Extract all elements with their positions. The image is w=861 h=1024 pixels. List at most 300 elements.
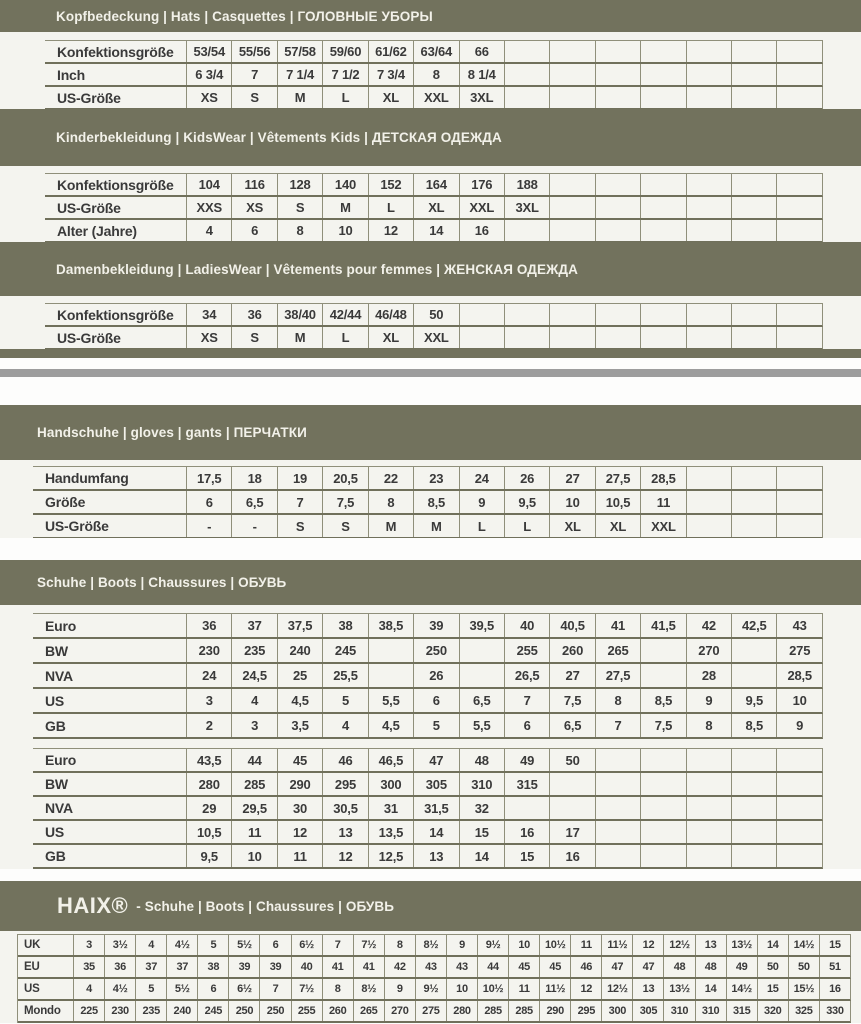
size-cell [731, 87, 776, 108]
size-cell: 5,5 [368, 689, 413, 712]
size-cell: 29,5 [231, 797, 276, 819]
haix-size-table [17, 934, 851, 1023]
size-cell [504, 41, 549, 62]
size-cell: 8 [322, 979, 353, 999]
size-cell: 7 [504, 689, 549, 712]
size-cell: XL [368, 87, 413, 108]
size-cell: L [504, 515, 549, 537]
size-cell [595, 220, 640, 241]
size-cell: 41 [353, 957, 384, 977]
size-cell [640, 41, 685, 62]
row-label: Euro [45, 752, 77, 768]
size-cell: 26 [504, 467, 549, 489]
size-cell [504, 327, 549, 348]
white-gap [0, 377, 861, 405]
table-row [33, 614, 823, 639]
size-cell [368, 664, 413, 687]
section-ladies-table-area [0, 296, 861, 349]
size-cell: 6 [504, 714, 549, 737]
size-cell: 40,5 [549, 614, 594, 637]
size-cell [731, 327, 776, 348]
size-cell: 310 [459, 773, 504, 795]
table-row [33, 773, 823, 797]
size-cell: 6,5 [459, 689, 504, 712]
row-label: NVA [45, 800, 73, 816]
size-cell: 225 [73, 1001, 104, 1021]
size-cell: 46/48 [368, 304, 413, 325]
size-cell: 8,5 [413, 491, 458, 513]
size-cell: 5,5 [459, 714, 504, 737]
size-cell: 29 [186, 797, 231, 819]
size-cell: 38 [322, 614, 367, 637]
size-cell [776, 845, 821, 867]
size-cell: 17,5 [186, 467, 231, 489]
size-cell [776, 797, 821, 819]
size-cell [640, 749, 685, 771]
size-cell: 3 [73, 935, 104, 955]
size-cell: 10 [322, 220, 367, 241]
row-label: BW [45, 776, 68, 792]
size-cell [731, 491, 776, 513]
size-cell: 188 [504, 174, 549, 195]
size-cell: 28 [686, 664, 731, 687]
table-row [33, 664, 823, 689]
size-cell: 42 [686, 614, 731, 637]
size-cell: 39,5 [459, 614, 504, 637]
row-label: US-Größe [57, 89, 121, 106]
size-cell: 40 [504, 614, 549, 637]
size-cell: 3,5 [277, 714, 322, 737]
size-cell: 7½ [353, 935, 384, 955]
size-cell: 13,5 [368, 821, 413, 843]
size-cell: 2 [186, 714, 231, 737]
size-cell: 10 [446, 979, 477, 999]
size-cell: 53/54 [186, 41, 231, 62]
row-label: US-Größe [57, 199, 121, 216]
size-cell: 15 [504, 845, 549, 867]
size-cell: 16 [819, 979, 850, 999]
size-cell: 19 [277, 467, 322, 489]
size-cell: 36 [186, 614, 231, 637]
size-cell: 4 [231, 689, 276, 712]
size-cell: 12 [632, 935, 663, 955]
size-cell: M [322, 197, 367, 218]
size-cell: 240 [166, 1001, 197, 1021]
size-cell: XXL [459, 197, 504, 218]
size-cell: 4 [322, 714, 367, 737]
size-cell: 300 [368, 773, 413, 795]
size-cell: 12 [277, 821, 322, 843]
size-cell: 275 [415, 1001, 446, 1021]
size-cell: 8 [686, 714, 731, 737]
table-row [33, 845, 823, 869]
size-cell: 240 [277, 639, 322, 662]
white-gap [0, 869, 861, 881]
size-cell: 43,5 [186, 749, 231, 771]
table-row [45, 64, 823, 87]
size-cell: 47 [601, 957, 632, 977]
size-cell [549, 773, 594, 795]
table-row [45, 327, 823, 350]
size-cell: 13 [632, 979, 663, 999]
size-cell [686, 64, 731, 85]
section-kids-table-area [0, 166, 861, 242]
size-cell: 14 [413, 220, 458, 241]
size-cell [776, 821, 821, 843]
size-cell [731, 845, 776, 867]
size-cell [776, 749, 821, 771]
size-cell: 5 [135, 979, 166, 999]
size-cell: 260 [322, 1001, 353, 1021]
size-cell: 45 [539, 957, 570, 977]
size-cell: 4 [135, 935, 166, 955]
size-cell: 20,5 [322, 467, 367, 489]
size-cell: 315 [726, 1001, 757, 1021]
size-cell: 12½ [663, 935, 694, 955]
size-cell [640, 220, 685, 241]
size-cell: 25 [277, 664, 322, 687]
size-cell: XXL [640, 515, 685, 537]
table-row [33, 467, 823, 491]
row-label: EU [24, 961, 40, 973]
size-cell: 50 [757, 957, 788, 977]
size-cell [595, 821, 640, 843]
section-haix-table-area [0, 931, 861, 1023]
size-cell: 250 [413, 639, 458, 662]
size-cell: 22 [368, 467, 413, 489]
table-row [33, 639, 823, 664]
gloves-size-table [33, 466, 823, 539]
size-cell: 6,5 [231, 491, 276, 513]
row-label: Euro [45, 617, 77, 634]
size-cell: XL [595, 515, 640, 537]
table-row [18, 979, 851, 1001]
size-cell: 9 [459, 491, 504, 513]
size-cell: 9 [384, 979, 415, 999]
size-cell: 330 [819, 1001, 850, 1021]
section-header-kids [0, 109, 861, 166]
size-cell [776, 220, 821, 241]
size-cell: 16 [504, 821, 549, 843]
size-cell: 5 [197, 935, 228, 955]
size-cell: 7 [277, 491, 322, 513]
size-cell: 7 1/2 [322, 64, 367, 85]
size-cell: 28,5 [776, 664, 821, 687]
size-cell: 15 [819, 935, 850, 955]
size-cell: 3XL [504, 197, 549, 218]
size-cell: L [459, 515, 504, 537]
size-cell: 43 [446, 957, 477, 977]
size-cell [549, 64, 594, 85]
size-cell: 43 [776, 614, 821, 637]
size-cell: 46,5 [368, 749, 413, 771]
size-cell: 8,5 [731, 714, 776, 737]
size-cell: L [322, 87, 367, 108]
row-label: Konfektionsgröße [57, 306, 174, 323]
size-cell [731, 773, 776, 795]
size-cell: 8,5 [640, 689, 685, 712]
size-cell [686, 41, 731, 62]
size-cell: 6,5 [549, 714, 594, 737]
size-cell: 250 [259, 1001, 290, 1021]
size-cell: - [186, 515, 231, 537]
size-cell: 3 [231, 714, 276, 737]
size-cell: 48 [695, 957, 726, 977]
size-cell: 12 [368, 220, 413, 241]
size-cell: 9 [776, 714, 821, 737]
section-hats-table-area [0, 32, 861, 109]
size-cell: 270 [384, 1001, 415, 1021]
size-cell: S [231, 87, 276, 108]
table-row [33, 689, 823, 714]
size-cell: 27 [549, 664, 594, 687]
section-header-hats [0, 0, 861, 32]
section-header-haix [0, 881, 861, 931]
size-cell: 44 [231, 749, 276, 771]
size-cell: 18 [231, 467, 276, 489]
size-cell: 9 [446, 935, 477, 955]
size-cell: 66 [459, 41, 504, 62]
size-cell: 7 [231, 64, 276, 85]
size-cell: 6½ [291, 935, 322, 955]
row-label: US [24, 983, 40, 995]
ladies-size-table [45, 303, 823, 350]
size-cell [595, 197, 640, 218]
table-row [33, 714, 823, 739]
size-cell: 13½ [726, 935, 757, 955]
size-cell [640, 197, 685, 218]
size-cell: 51 [819, 957, 850, 977]
size-cell [595, 41, 640, 62]
size-cell: 11 [570, 935, 601, 955]
size-cell: 11 [508, 979, 539, 999]
size-cell [731, 467, 776, 489]
size-cell [686, 773, 731, 795]
size-cell [686, 197, 731, 218]
size-cell: 310 [695, 1001, 726, 1021]
size-cell: 39 [228, 957, 259, 977]
size-cell [731, 304, 776, 325]
size-cell [731, 797, 776, 819]
section-shoes-table-area [0, 605, 861, 869]
size-cell: 315 [504, 773, 549, 795]
size-cell: XL [368, 327, 413, 348]
size-cell: 12½ [601, 979, 632, 999]
size-cell: 8 [368, 491, 413, 513]
size-cell: 176 [459, 174, 504, 195]
size-cell [640, 821, 685, 843]
row-label: GB [45, 848, 66, 864]
row-label: Inch [57, 66, 85, 83]
size-cell: 14 [459, 845, 504, 867]
size-cell [640, 773, 685, 795]
size-cell [504, 220, 549, 241]
row-label: BW [45, 642, 68, 659]
size-cell: 10 [776, 689, 821, 712]
size-cell [549, 197, 594, 218]
size-cell: 4 [186, 220, 231, 241]
size-cell [595, 64, 640, 85]
size-cell [640, 64, 685, 85]
size-cell: 27,5 [595, 664, 640, 687]
size-cell: 27,5 [595, 467, 640, 489]
size-cell: 8 [595, 689, 640, 712]
size-cell: XL [413, 197, 458, 218]
size-cell: 15 [459, 821, 504, 843]
size-cell: 37,5 [277, 614, 322, 637]
size-cell: 255 [504, 639, 549, 662]
size-cell: 50 [549, 749, 594, 771]
size-cell: 50 [788, 957, 819, 977]
size-cell: 14 [757, 935, 788, 955]
size-cell: 6 [231, 220, 276, 241]
size-cell: 16 [459, 220, 504, 241]
size-cell: 9 [686, 689, 731, 712]
size-cell [731, 749, 776, 771]
size-cell [776, 515, 821, 537]
size-cell [640, 327, 685, 348]
size-cell: L [322, 327, 367, 348]
size-cell [595, 773, 640, 795]
size-cell [731, 174, 776, 195]
size-cell: XS [186, 87, 231, 108]
size-cell [459, 664, 504, 687]
size-cell: 27 [549, 467, 594, 489]
size-cell: 30,5 [322, 797, 367, 819]
size-cell: 128 [277, 174, 322, 195]
table-row [18, 1001, 851, 1023]
size-cell: M [277, 87, 322, 108]
size-cell: 44 [477, 957, 508, 977]
size-cell: 260 [549, 639, 594, 662]
size-cell [731, 821, 776, 843]
size-cell: 13 [322, 821, 367, 843]
size-cell: 10,5 [186, 821, 231, 843]
size-cell: 25,5 [322, 664, 367, 687]
white-gap [0, 538, 861, 560]
size-cell: 61/62 [368, 41, 413, 62]
size-cell: 49 [504, 749, 549, 771]
size-cell: 39 [413, 614, 458, 637]
size-cell [731, 515, 776, 537]
size-cell [549, 41, 594, 62]
size-cell [504, 64, 549, 85]
size-cell [686, 304, 731, 325]
size-cell: 275 [776, 639, 821, 662]
size-cell: 290 [277, 773, 322, 795]
size-cell [549, 87, 594, 108]
row-label: US-Größe [57, 329, 121, 346]
size-cell [549, 327, 594, 348]
size-cell: 280 [446, 1001, 477, 1021]
size-cell: 24 [186, 664, 231, 687]
size-cell: 10,5 [595, 491, 640, 513]
size-cell [776, 41, 821, 62]
table-row [18, 957, 851, 979]
size-cell [595, 327, 640, 348]
size-cell: 230 [186, 639, 231, 662]
size-cell: XXL [413, 327, 458, 348]
table-row [45, 220, 823, 243]
size-cell: 7,5 [322, 491, 367, 513]
size-cell [776, 197, 821, 218]
size-cell: 140 [322, 174, 367, 195]
size-cell: 245 [322, 639, 367, 662]
size-cell [640, 87, 685, 108]
row-label: UK [24, 939, 41, 951]
row-label: Mondo [24, 1005, 61, 1017]
shoes-size-table-small [33, 613, 823, 739]
size-cell: 8 [413, 64, 458, 85]
size-cell: 7,5 [549, 689, 594, 712]
size-cell [549, 174, 594, 195]
section-header-shoes [0, 560, 861, 605]
size-cell: 6 [259, 935, 290, 955]
table-row [45, 197, 823, 220]
row-label: Alter (Jahre) [57, 222, 137, 239]
size-cell: 4,5 [277, 689, 322, 712]
size-cell [776, 174, 821, 195]
size-cell: 43 [415, 957, 446, 977]
size-cell: 13½ [663, 979, 694, 999]
size-cell: 10 [508, 935, 539, 955]
size-cell: 37 [231, 614, 276, 637]
size-cell: 7 [259, 979, 290, 999]
size-cell: 285 [508, 1001, 539, 1021]
size-cell: 35 [73, 957, 104, 977]
size-cell: 48 [663, 957, 694, 977]
size-cell: 38,5 [368, 614, 413, 637]
size-cell: 11 [640, 491, 685, 513]
size-cell: 280 [186, 773, 231, 795]
size-cell [368, 639, 413, 662]
size-cell: 8½ [415, 935, 446, 955]
size-cell [776, 304, 821, 325]
size-cell: 7 [322, 935, 353, 955]
size-cell: S [231, 327, 276, 348]
size-cell: 152 [368, 174, 413, 195]
size-cell: 11½ [539, 979, 570, 999]
size-cell [595, 87, 640, 108]
size-cell: 37 [166, 957, 197, 977]
size-cell: 57/58 [277, 41, 322, 62]
table-row [45, 41, 823, 64]
size-cell [549, 304, 594, 325]
table-row [33, 821, 823, 845]
size-cell [686, 174, 731, 195]
size-cell: 45 [508, 957, 539, 977]
section-header-ladies [0, 242, 861, 296]
white-gap [0, 358, 861, 369]
size-cell: 7 [595, 714, 640, 737]
size-cell: 235 [231, 639, 276, 662]
size-cell: 24,5 [231, 664, 276, 687]
size-cell: 48 [459, 749, 504, 771]
size-cell: 8½ [353, 979, 384, 999]
size-cell: 24 [459, 467, 504, 489]
size-cell [686, 845, 731, 867]
size-cell [459, 639, 504, 662]
size-cell: M [413, 515, 458, 537]
size-cell: 265 [353, 1001, 384, 1021]
size-cell: 305 [632, 1001, 663, 1021]
size-cell: S [277, 515, 322, 537]
size-cell [686, 491, 731, 513]
size-cell: 10 [231, 845, 276, 867]
shoes-size-table-large [33, 748, 823, 869]
size-cell: 15 [757, 979, 788, 999]
size-cell: M [368, 515, 413, 537]
